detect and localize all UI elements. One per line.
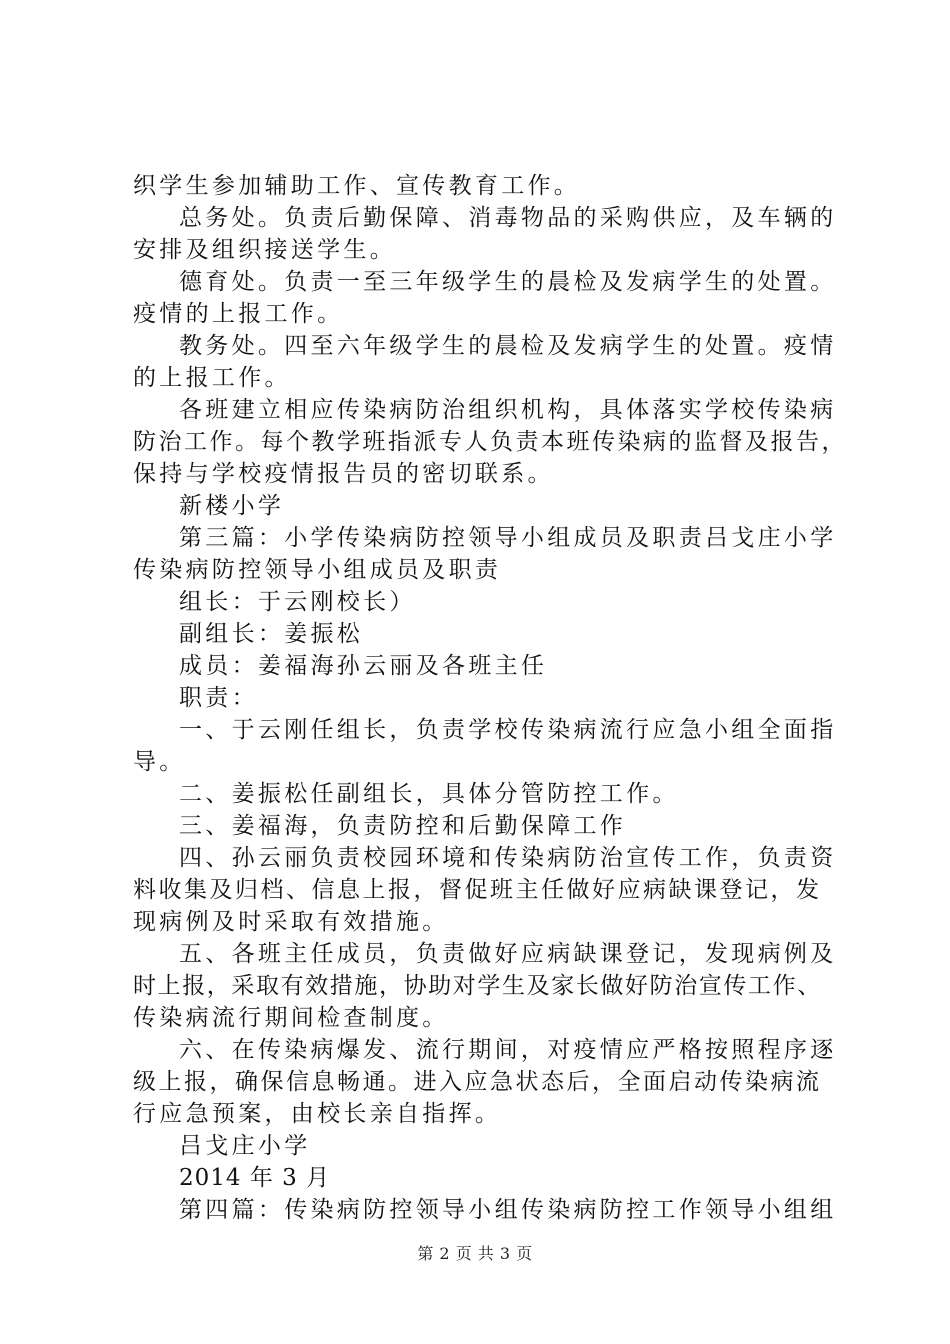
body-line: 传染病流行期间检查制度。 bbox=[133, 1005, 449, 1031]
section-heading-continued: 传染病防控领导小组成员及职责 bbox=[133, 557, 502, 583]
body-line: 级上报，确保信息畅通。进入应急状态后，全面启动传染病流 bbox=[133, 1069, 822, 1095]
section-heading: 第三篇：小学传染病防控领导小组成员及职责吕戈庄小学 bbox=[179, 525, 837, 551]
body-line: 料收集及归档、信息上报，督促班主任做好应病缺课登记，发 bbox=[133, 877, 822, 903]
body-line: 五、各班主任成员，负责做好应病缺课登记，发现病例及 bbox=[179, 941, 837, 967]
body-line: 现病例及时采取有效措施。 bbox=[133, 909, 449, 935]
body-line: 保持与学校疫情报告员的密切联系。 bbox=[133, 461, 554, 487]
body-line: 行应急预案，由校长亲自指挥。 bbox=[133, 1101, 502, 1127]
body-line: 导。 bbox=[133, 749, 186, 775]
signature-school: 吕戈庄小学 bbox=[179, 1133, 311, 1159]
page-footer: 第 2 页 共 3 页 bbox=[417, 1244, 533, 1263]
body-line: 总务处。负责后勤保障、消毒物品的采购供应，及车辆的 bbox=[179, 205, 837, 231]
body-line: 组长：于云刚校长） bbox=[179, 589, 416, 615]
body-line: 成员：姜福海孙云丽及各班主任 bbox=[179, 653, 548, 679]
body-line: 职责： bbox=[179, 685, 258, 711]
body-line: 疫情的上报工作。 bbox=[133, 301, 344, 327]
body-line: 德育处。负责一至三年级学生的晨检及发病学生的处置。 bbox=[179, 269, 837, 295]
body-line: 六、在传染病爆发、流行期间，对疫情应严格按照程序逐 bbox=[179, 1037, 837, 1063]
signature-date: 2014 年 3 月 bbox=[179, 1165, 331, 1191]
document-body bbox=[133, 170, 847, 1226]
body-line: 的上报工作。 bbox=[133, 365, 291, 391]
body-line: 三、姜福海，负责防控和后勤保障工作 bbox=[179, 813, 627, 839]
body-line: 副组长：姜振松 bbox=[179, 621, 364, 647]
body-line: 教务处。四至六年级学生的晨检及发病学生的处置。疫情 bbox=[179, 333, 837, 359]
body-line: 二、姜振松任副组长，具体分管防控工作。 bbox=[179, 781, 679, 807]
signature-school: 新楼小学 bbox=[179, 493, 285, 519]
body-line: 织学生参加辅助工作、宣传教育工作。 bbox=[133, 173, 581, 199]
body-line: 安排及组织接送学生。 bbox=[133, 237, 396, 263]
body-line: 各班建立相应传染病防治组织机构，具体落实学校传染病 bbox=[179, 397, 837, 423]
section-heading: 第四篇：传染病防控领导小组传染病防控工作领导小组组 bbox=[179, 1197, 837, 1223]
body-line: 一、于云刚任组长，负责学校传染病流行应急小组全面指 bbox=[179, 717, 837, 743]
body-line: 四、孙云丽负责校园环境和传染病防治宣传工作，负责资 bbox=[179, 845, 837, 871]
body-line: 防治工作。每个教学班指派专人负责本班传染病的监督及报告， bbox=[133, 429, 847, 455]
body-line: 时上报，采取有效措施，协助对学生及家长做好防治宣传工作、 bbox=[133, 973, 822, 999]
